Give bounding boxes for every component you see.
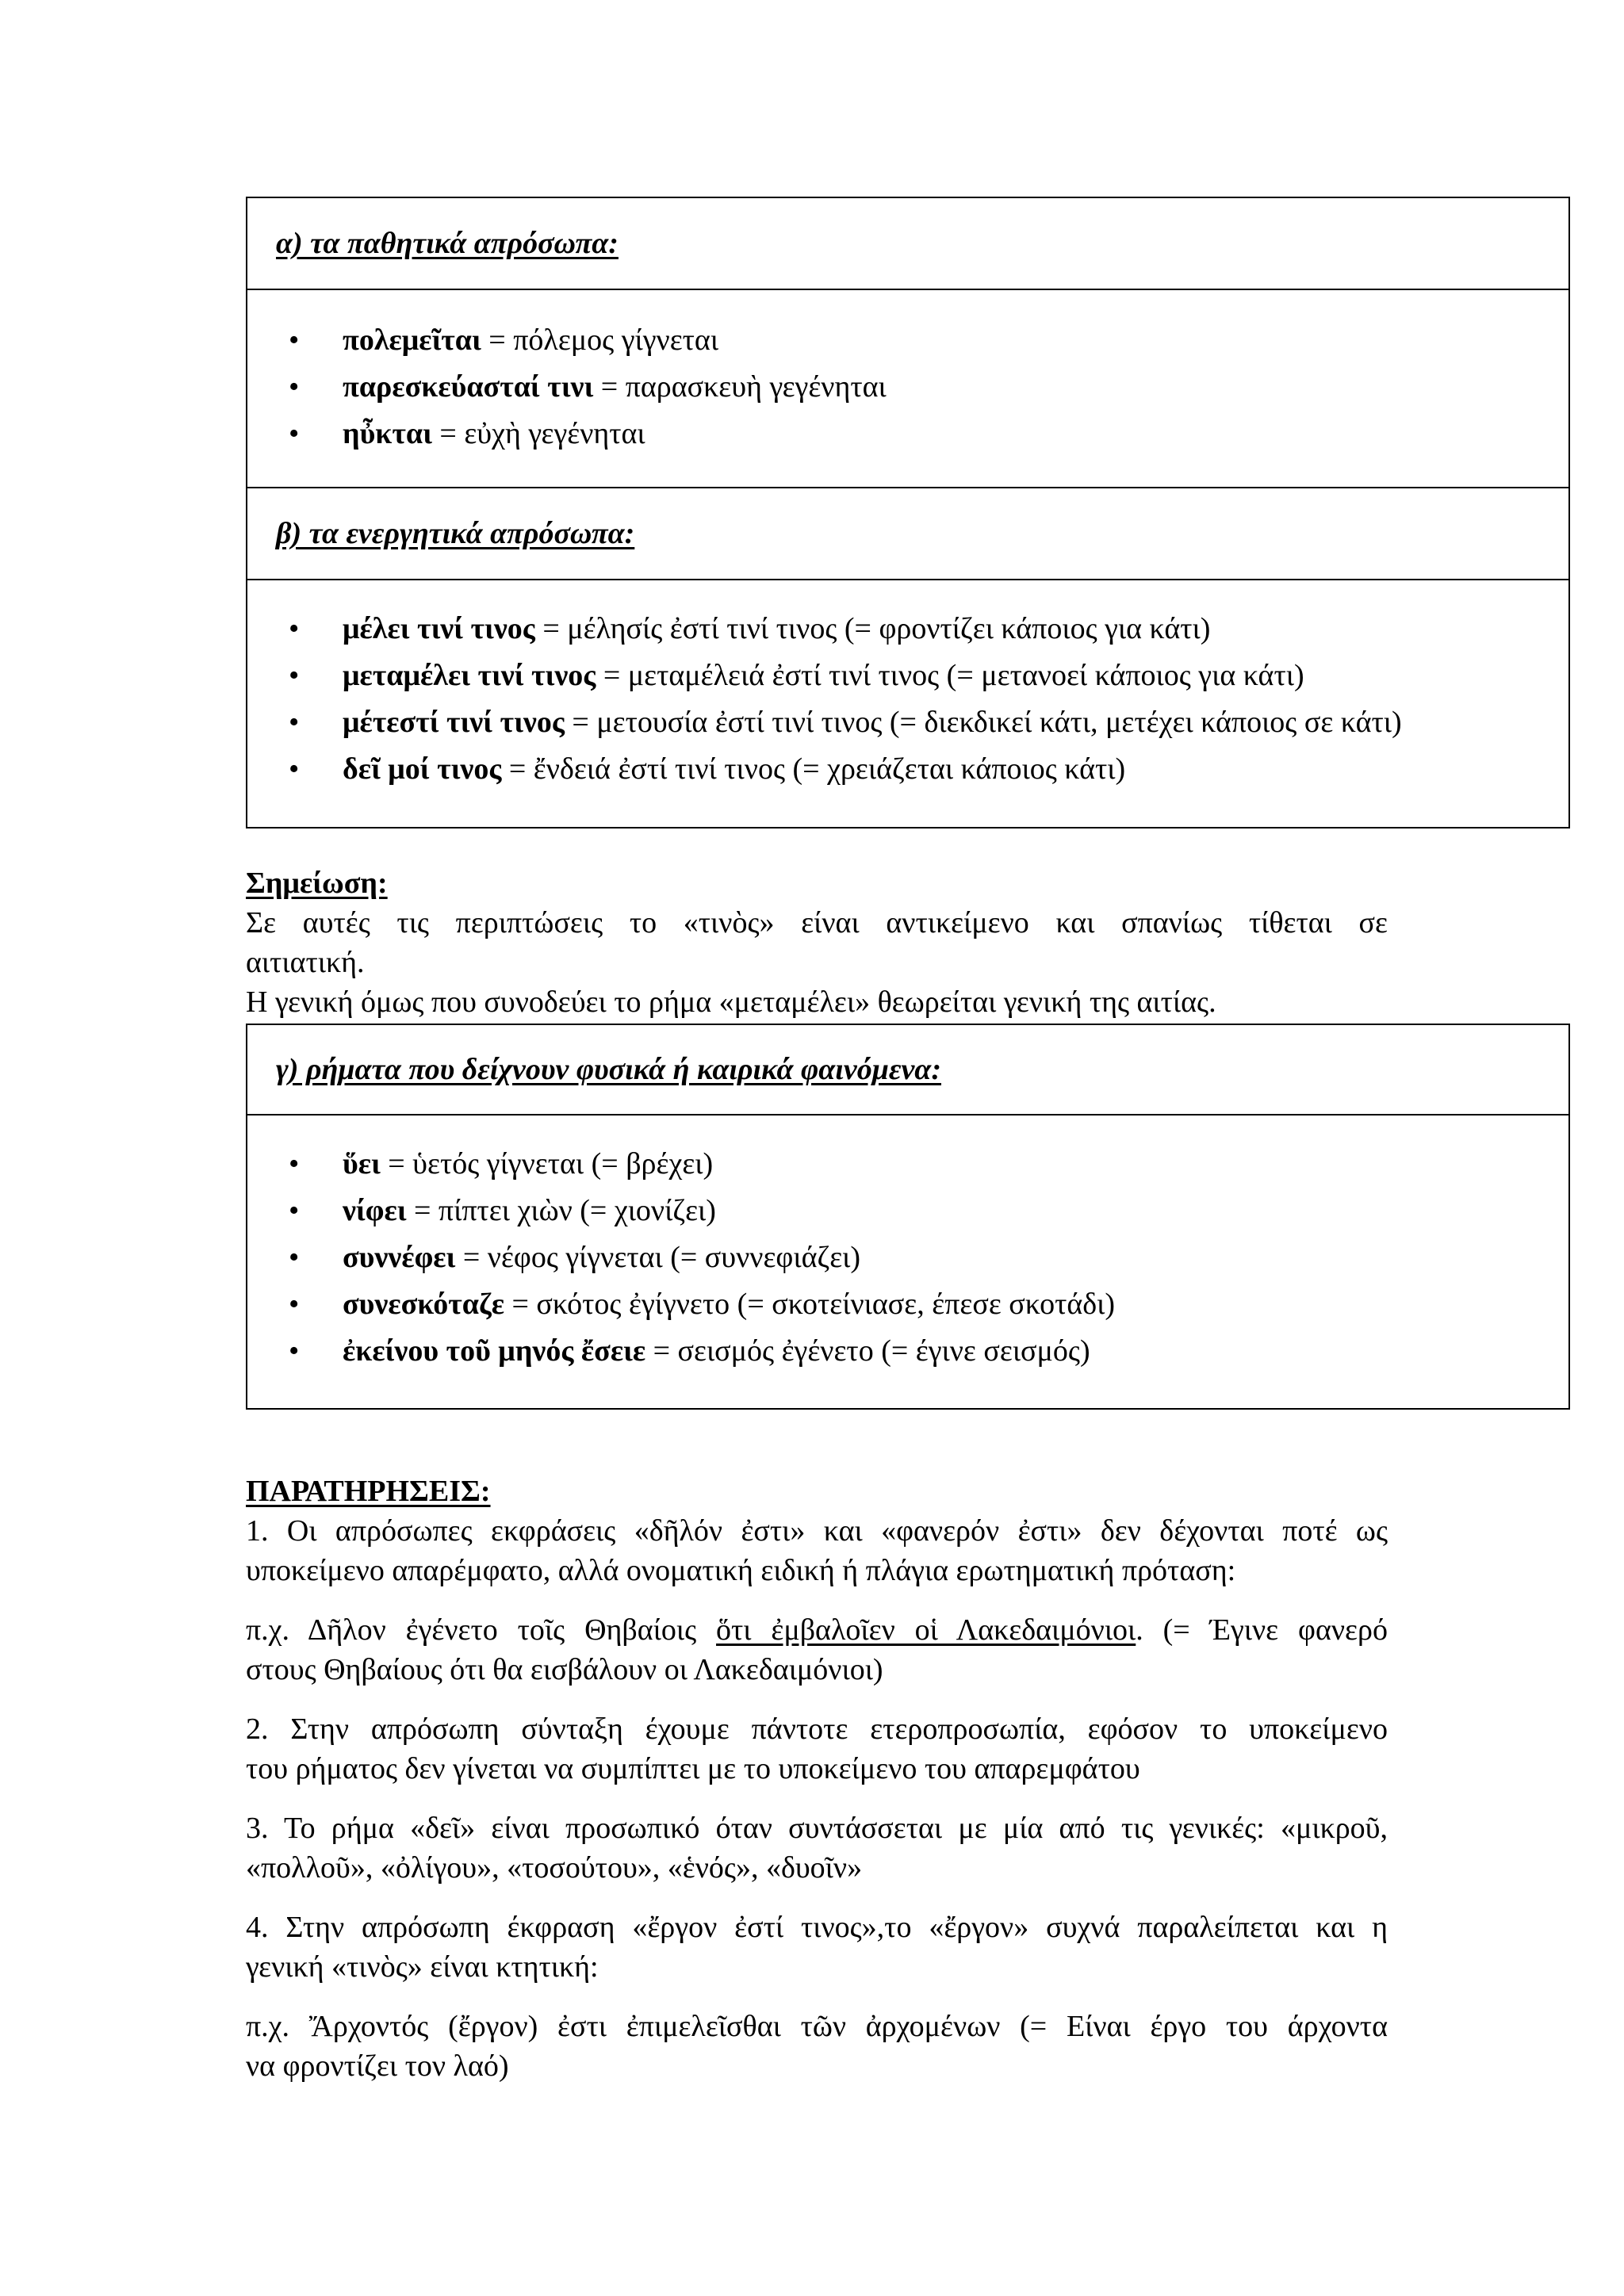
list-item bbox=[285, 652, 1568, 699]
verb-definition: = ἔνδειά ἐστί τινί τινος (= χρειάζεται κάποιος κάτι) bbox=[501, 752, 1126, 786]
verb-term: ἐκείνου τοῦ μηνός ἔσειε bbox=[343, 1334, 646, 1368]
remark-2-line-1: 2. Στην απρόσωπη σύνταξη έχουμε πάντοτε ετεροπροσωπία, εφόσον το υποκείμενο bbox=[246, 1712, 1388, 1746]
verb-definition: = πόλεμος γίγνεται bbox=[481, 323, 719, 357]
verb-definition: = πίπτει χιὼν (= χιονίζει) bbox=[406, 1194, 716, 1227]
verb-term: μέλει τινί τινος bbox=[343, 612, 535, 645]
bullet-icon: • bbox=[289, 752, 300, 786]
section-a-heading-row bbox=[247, 198, 1568, 290]
example-4-line-2: να φροντίζει τον λαό) bbox=[246, 2049, 509, 2083]
remark-2 bbox=[246, 1709, 1388, 1789]
remark-1 bbox=[246, 1511, 1388, 1590]
section-b-heading: β) τα ενεργητικά απρόσωπα: bbox=[276, 517, 635, 550]
bullet-icon: • bbox=[289, 370, 300, 404]
verb-term: συνεσκόταζε bbox=[343, 1288, 504, 1321]
list-item bbox=[285, 411, 1568, 457]
verb-term: συννέφει bbox=[343, 1241, 456, 1274]
box-passive-active bbox=[246, 197, 1570, 828]
section-c-heading-row bbox=[247, 1025, 1568, 1115]
bullet-icon: • bbox=[289, 1334, 300, 1368]
remark-4-line-1: 4. Στην απρόσωπη έκφραση «ἔργον ἐστί τινος»,το «ἔργον» συχνά παραλείπεται και η bbox=[246, 1911, 1388, 1944]
example-1-underlined-clause: ὅτι ἐμβαλοῖεν οἱ Λακεδαιμόνιοι bbox=[716, 1613, 1136, 1647]
list-item bbox=[285, 1281, 1568, 1328]
verb-term: δεῖ μοί τινος bbox=[343, 752, 502, 786]
list-item bbox=[285, 364, 1568, 411]
section-b-list bbox=[285, 606, 1568, 793]
remark-1-line-2: υποκείμενο απαρέμφατο, αλλά ονοματική ειδική ή πλάγια ερωτηματική πρόταση: bbox=[246, 1554, 1236, 1587]
bullet-icon: • bbox=[289, 706, 300, 739]
section-b-body bbox=[247, 580, 1568, 793]
verb-definition: = μέλησίς ἐστί τινί τινος (= φροντίζει κάποιος για κάτι) bbox=[534, 612, 1211, 645]
verb-definition: = σεισμός ἐγένετο (= έγινε σεισμός) bbox=[645, 1334, 1090, 1368]
list-item bbox=[285, 606, 1568, 652]
remarks-title: ΠΑΡΑΤΗΡΗΣΕΙΣ: bbox=[246, 1475, 491, 1508]
verb-term: παρεσκεύασταί τινι bbox=[343, 370, 594, 404]
list-item bbox=[285, 1141, 1568, 1188]
remarks-block bbox=[246, 1471, 1570, 2086]
example-1-suffix: . (= Έγινε φανερό bbox=[1136, 1613, 1388, 1647]
note-line-1: Σε αυτές τις περιπτώσεις το «τινὸς» είναι αντικείμενο και σπανίως τίθεται σε bbox=[246, 906, 1388, 939]
list-item bbox=[285, 1234, 1568, 1281]
example-4-line-1: π.χ. Ἄρχοντός (ἔργον) ἐστι ἐπιμελεῖσθαι τῶν ἀρχομένων (= Είναι έργο του άρχοντα bbox=[246, 2010, 1388, 2043]
example-4 bbox=[246, 2007, 1388, 2086]
example-1-prefix: π.χ. Δῆλον ἐγένετο τοῖς Θηβαίοις bbox=[246, 1613, 717, 1647]
verb-definition: = σκότος ἐγίγνετο (= σκοτείνιασε, έπεσε σκοτάδι) bbox=[504, 1288, 1116, 1321]
bullet-icon: • bbox=[289, 1241, 300, 1274]
remark-3 bbox=[246, 1808, 1388, 1888]
document-page bbox=[246, 197, 1570, 2086]
list-item bbox=[285, 1328, 1568, 1375]
remark-4 bbox=[246, 1908, 1388, 1987]
note-block bbox=[246, 863, 1570, 1022]
list-item bbox=[285, 317, 1568, 364]
bullet-icon: • bbox=[289, 417, 300, 450]
verb-term: μεταμέλει τινί τινος bbox=[343, 659, 596, 692]
section-c-heading: γ) ρήματα που δείχνουν φυσικά ή καιρικά φαινόμενα: bbox=[276, 1053, 941, 1086]
verb-term: ὕει bbox=[343, 1147, 381, 1181]
section-c-body bbox=[247, 1115, 1568, 1375]
list-item bbox=[285, 1188, 1568, 1234]
example-1 bbox=[246, 1610, 1388, 1689]
note-line-2: αιτιατική. bbox=[246, 946, 365, 979]
example-1-line-2: στους Θηβαίους ότι θα εισβάλουν οι Λακεδαιμόνιοι) bbox=[246, 1653, 883, 1686]
bullet-icon: • bbox=[289, 612, 300, 645]
section-a-list bbox=[285, 317, 1568, 457]
example-1-line-1 bbox=[246, 1610, 1388, 1650]
verb-term: πολεμεῖται bbox=[343, 323, 481, 357]
note-line-3: Η γενική όμως που συνοδεύει το ρήμα «μεταμέλει» θεωρείται γενική της αιτίας. bbox=[246, 985, 1216, 1019]
verb-definition: = μεταμέλειά ἐστί τινί τινος (= μετανοεί κάποιος για κάτι) bbox=[596, 659, 1304, 692]
remark-3-line-2: «πολλοῦ», «ὀλίγου», «τοσούτου», «ἑνός», «δυοῖν» bbox=[246, 1851, 863, 1885]
remark-4-line-2: γενική «τινὸς» είναι κτητική: bbox=[246, 1950, 599, 1984]
section-a-heading: α) τα παθητικά απρόσωπα: bbox=[276, 227, 619, 260]
verb-definition: = μετουσία ἐστί τινί τινος (= διεκδικεί κάτι, μετέχει κάποιος σε κάτι) bbox=[564, 706, 1402, 739]
verb-definition: = εὐχὴ γεγένηται bbox=[431, 417, 645, 450]
remark-3-line-1: 3. Το ρήμα «δεῖ» είναι προσωπικό όταν συντάσσεται με μία από τις γενικές: «μικροῦ, bbox=[246, 1812, 1388, 1845]
bullet-icon: • bbox=[289, 1147, 300, 1181]
verb-definition: = ὑετός γίγνεται (= βρέχει) bbox=[380, 1147, 714, 1181]
remark-2-line-2: του ρήματος δεν γίνεται να συμπίπτει με το υποκείμενο του απαρεμφάτου bbox=[246, 1752, 1140, 1785]
verb-term: νίφει bbox=[343, 1194, 407, 1227]
verb-term: ηὖκται bbox=[343, 417, 432, 450]
bullet-icon: • bbox=[289, 659, 300, 692]
box-weather-verbs bbox=[246, 1024, 1570, 1410]
section-a-body bbox=[247, 290, 1568, 488]
verb-definition: = νέφος γίγνεται (= συννεφιάζει) bbox=[455, 1241, 861, 1274]
section-b-heading-row bbox=[247, 488, 1568, 580]
list-item bbox=[285, 699, 1568, 746]
verb-definition: = παρασκευὴ γεγένηται bbox=[593, 370, 887, 404]
section-c-list bbox=[285, 1141, 1568, 1375]
note-title: Σημείωση: bbox=[246, 867, 388, 900]
verb-term: μέτεστί τινί τινος bbox=[343, 706, 565, 739]
remark-1-line-1: 1. Οι απρόσωπες εκφράσεις «δῆλόν ἐστι» και «φανερόν ἐστι» δεν δέχονται ποτέ ως bbox=[246, 1514, 1388, 1548]
bullet-icon: • bbox=[289, 323, 300, 357]
bullet-icon: • bbox=[289, 1194, 300, 1227]
bullet-icon: • bbox=[289, 1288, 300, 1321]
list-item bbox=[285, 746, 1568, 793]
